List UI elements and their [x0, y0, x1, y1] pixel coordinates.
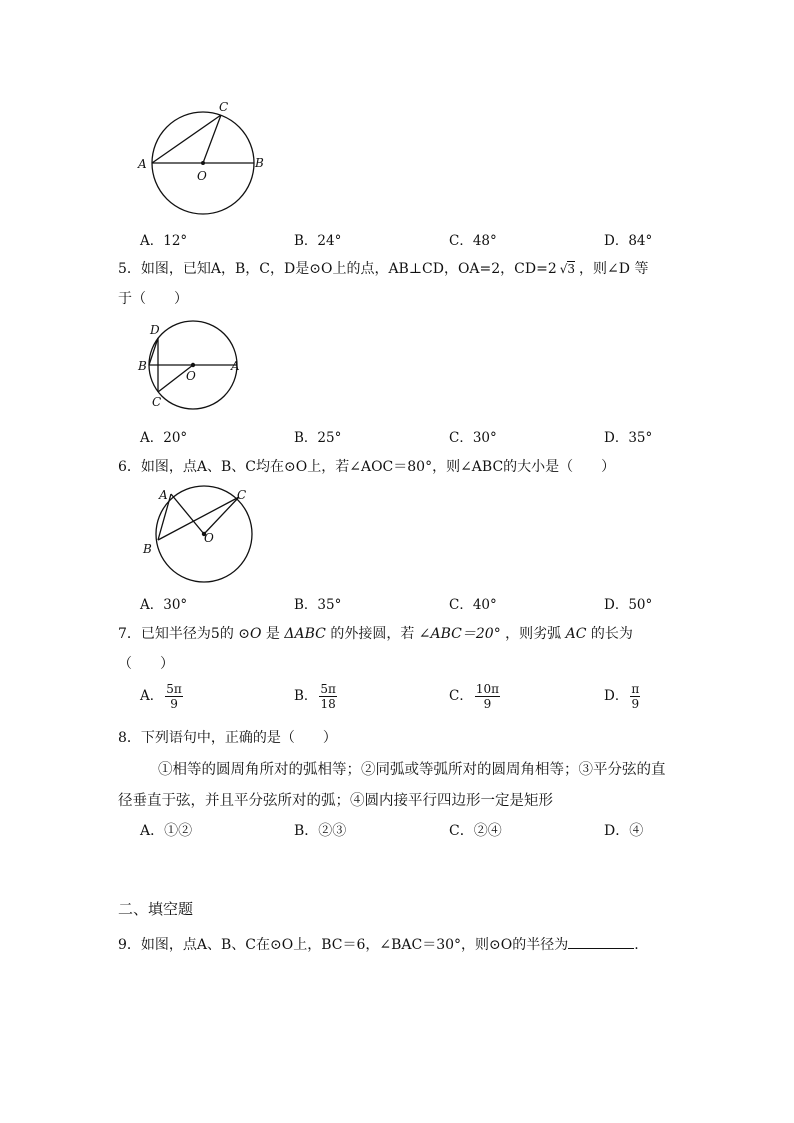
- q4-option-c[interactable]: C．48°: [449, 233, 497, 249]
- q6-radius-oa: [171, 494, 204, 534]
- q4-label-c: C: [219, 100, 229, 114]
- q5-stem-post: ，则∠D 等: [579, 261, 649, 277]
- q8-option-b[interactable]: B．②③: [294, 823, 347, 839]
- q6-label-o: O: [204, 531, 214, 545]
- q7-angle: ∠ABC＝20°: [418, 626, 501, 642]
- q5-center-dot: [191, 363, 195, 367]
- q5-option-d[interactable]: D．35°: [604, 430, 653, 446]
- q4-radius-oc: [203, 115, 221, 163]
- q4-chord-ac: [152, 115, 221, 163]
- q6-label-b: B: [143, 542, 152, 556]
- q5-stem-line1: [118, 258, 648, 278]
- q7-triangle: ΔABC: [284, 626, 326, 642]
- q4-figure: [130, 98, 270, 218]
- q5-sqrt-radicand: 3: [567, 262, 576, 276]
- q7-option-c-den: 9: [483, 697, 492, 711]
- q7-option-c[interactable]: [449, 682, 500, 711]
- q5-figure: [134, 316, 252, 414]
- q9-stem-line: [118, 934, 639, 954]
- q4-center-dot: [201, 161, 205, 165]
- q6-option-d[interactable]: D．50°: [604, 597, 653, 613]
- q7-option-b-den: 18: [320, 697, 336, 711]
- q7-option-a-fraction: [165, 682, 183, 711]
- q7-option-d-num: π: [631, 682, 640, 696]
- q6-chord-bc: [158, 497, 239, 540]
- q6-option-c[interactable]: C．40°: [449, 597, 497, 613]
- q9-end: .: [634, 937, 639, 953]
- q4-option-a[interactable]: A．12°: [140, 233, 188, 249]
- q5-label-o: O: [186, 369, 196, 383]
- q7-stem-p4: ，则劣弧: [500, 626, 566, 642]
- q8-option-c[interactable]: C．②④: [449, 823, 502, 839]
- q6-option-a[interactable]: A．30°: [140, 597, 188, 613]
- q5-option-b[interactable]: B．25°: [294, 430, 342, 446]
- q5-stem-line2: 于（ ）: [118, 291, 188, 307]
- q4-label-b: B: [255, 156, 264, 170]
- q4-option-b[interactable]: B．24°: [294, 233, 342, 249]
- q6-label-a: A: [159, 488, 168, 502]
- q7-option-b-fraction: [319, 682, 337, 711]
- q9-stem: 9．如图，点A、B、C在⊙O上，BC＝6，∠BAC＝30°，则⊙O的半径为: [118, 937, 569, 953]
- q6-stem: 6．如图，点A、B、C均在⊙O上，若∠AOC＝80°，则∠ABC的大小是（ ）: [118, 459, 616, 475]
- q6-label-c: C: [237, 488, 247, 502]
- q4-label-a: A: [138, 157, 147, 171]
- q7-option-a-den: 9: [170, 697, 178, 711]
- q5-option-a[interactable]: A．20°: [140, 430, 188, 446]
- q7-stem-p3: 的外接圆，若: [325, 626, 419, 642]
- q7-option-a-num: 5π: [166, 682, 182, 696]
- q7-stem-line1: [118, 623, 633, 643]
- q5-label-a: A: [231, 359, 240, 373]
- q7-option-a[interactable]: [140, 682, 183, 711]
- q8-option-d[interactable]: D．④: [604, 823, 644, 839]
- q4-label-o: O: [197, 169, 207, 183]
- q7-stem-p1: 7．已知半径为5的: [118, 626, 239, 642]
- q7-option-d[interactable]: [604, 682, 640, 711]
- q7-option-a-letter: A．: [140, 688, 164, 704]
- q6-option-b[interactable]: B．35°: [294, 597, 342, 613]
- q5-label-d: D: [150, 323, 160, 337]
- q5-sqrt: √3: [559, 262, 576, 276]
- q7-option-c-letter: C．: [449, 688, 473, 704]
- q8-stem: 8．下列语句中，正确的是（ ）: [118, 730, 337, 746]
- q5-label-c: C: [152, 395, 162, 409]
- q7-option-c-num: 10π: [475, 682, 499, 696]
- q7-stem-p2: 是: [261, 626, 285, 642]
- section2-title: 二、填空题: [118, 900, 194, 918]
- q8-body-line1: ①相等的圆周角所对的弧相等；②同弧或等弧所对的圆周角相等；③平分弦的直: [158, 762, 666, 778]
- q7-circle-o: ⊙O: [238, 626, 262, 642]
- q4-option-d[interactable]: D．84°: [604, 233, 653, 249]
- q7-option-c-fraction: [475, 682, 500, 711]
- q5-option-c[interactable]: C．30°: [449, 430, 497, 446]
- q7-option-b-num: 5π: [320, 682, 336, 696]
- q7-option-d-fraction: [630, 682, 640, 711]
- q7-option-d-letter: D．: [604, 688, 629, 704]
- q7-option-b-letter: B．: [294, 688, 318, 704]
- q5-stem-pre: 5．如图，已知A，B，C，D是⊙O上的点，AB⊥CD，OA=2，CD=2: [118, 261, 557, 277]
- q8-option-a[interactable]: A．①②: [140, 823, 193, 839]
- q7-stem-p5: 的长为: [586, 626, 633, 642]
- q5-label-b: B: [138, 359, 147, 373]
- q7-stem-line2: （ ）: [118, 656, 174, 672]
- q5-chord-db: [149, 338, 158, 365]
- q7-arc: AC: [565, 626, 587, 642]
- q7-option-b[interactable]: [294, 682, 337, 711]
- q8-body-line2: 径垂直于弦，并且平分弦所对的弧；④圆内接平行四边形一定是矩形: [118, 793, 553, 809]
- q7-option-d-den: 9: [631, 697, 640, 711]
- q6-radius-oc: [204, 497, 239, 534]
- q9-answer-blank[interactable]: [568, 936, 634, 949]
- q6-figure: [138, 482, 258, 586]
